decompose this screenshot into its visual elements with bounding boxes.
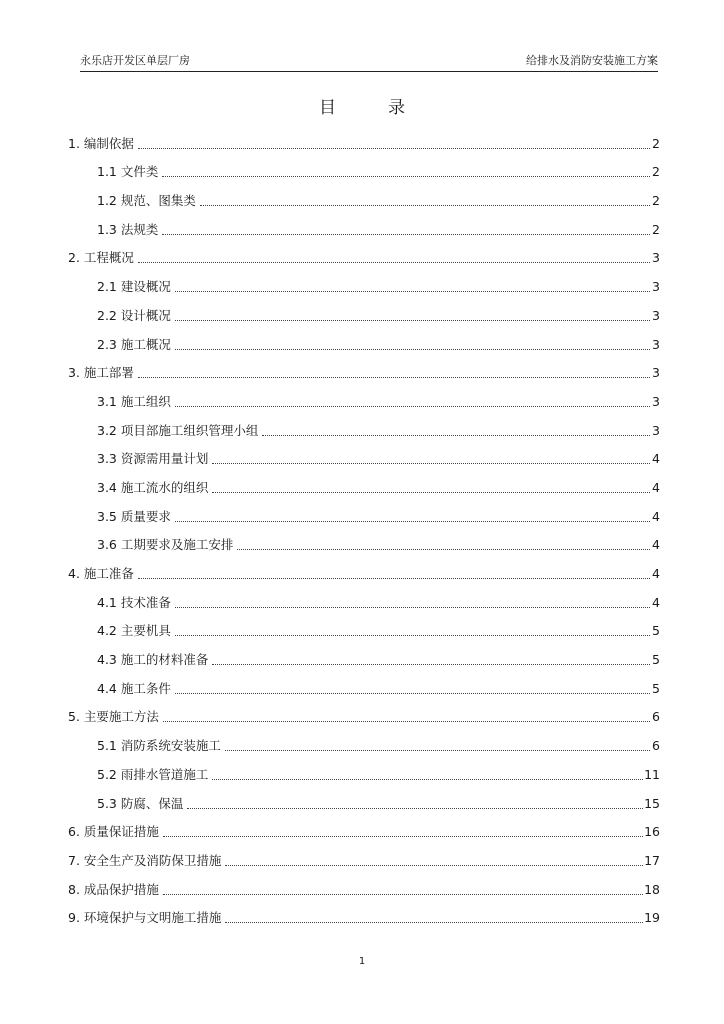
toc-entry-page: 19: [644, 910, 660, 926]
toc-entry-label: 5.1 消防系统安装施工: [97, 738, 221, 754]
toc-entry-label: 5.2 雨排水管道施工: [97, 766, 209, 782]
toc-leader-dots: [200, 205, 650, 206]
toc-leader-dots: [225, 922, 643, 923]
toc-entry-page: 2: [652, 193, 660, 209]
toc-entry-label: 2.2 设计概况: [97, 307, 171, 323]
toc-leader-dots: [162, 176, 650, 177]
toc-title: 目录: [319, 98, 457, 118]
toc-entry[interactable]: [68, 730, 660, 759]
toc-entry[interactable]: [68, 644, 660, 673]
toc-entry-label: 4.3 施工的材料准备: [97, 652, 209, 668]
toc-entry-label: 3.4 施工流水的组织: [97, 479, 209, 495]
header-document-title: 给排水及消防安装施工方案: [526, 54, 658, 67]
toc-leader-dots: [212, 664, 650, 665]
toc-leader-dots: [138, 377, 650, 378]
toc-entry[interactable]: [68, 788, 660, 817]
toc-entry-label: 4. 施工准备: [68, 566, 134, 581]
toc-entry-page: 3: [652, 422, 660, 438]
toc-entry[interactable]: [68, 587, 660, 616]
toc-leader-dots: [138, 578, 650, 579]
toc-leader-dots: [262, 435, 650, 436]
toc-entry-page: 4: [652, 594, 660, 610]
toc-entry-label: 4.4 施工条件: [97, 680, 171, 696]
toc-entry[interactable]: [68, 759, 660, 788]
toc-leader-dots: [175, 693, 650, 694]
toc-entry-label: 3.2 项目部施工组织管理小组: [97, 422, 259, 438]
toc-entry-page: 5: [652, 680, 660, 696]
toc-entry[interactable]: [68, 903, 660, 932]
toc-leader-dots: [187, 808, 643, 809]
toc-entry-label: 1.2 规范、图集类: [97, 193, 196, 209]
page-header: [80, 52, 658, 72]
toc-entry[interactable]: [68, 214, 660, 243]
toc-entry-page: 5: [652, 623, 660, 639]
toc-leader-dots: [163, 721, 650, 722]
table-of-contents: [68, 128, 660, 931]
toc-entry-page: 3: [652, 279, 660, 295]
toc-entry[interactable]: [68, 444, 660, 473]
toc-entry-page: 16: [644, 824, 660, 840]
toc-entry-label: 4.2 主要机具: [97, 623, 171, 639]
toc-entry[interactable]: [68, 386, 660, 415]
toc-leader-dots: [138, 262, 650, 263]
toc-entry-label: 6. 质量保证措施: [68, 824, 159, 840]
toc-entry[interactable]: [68, 501, 660, 530]
toc-leader-dots: [175, 521, 650, 522]
toc-entry[interactable]: [68, 874, 660, 903]
toc-entry-label: 5. 主要施工方法: [68, 709, 159, 725]
toc-entry[interactable]: [68, 415, 660, 444]
toc-entry[interactable]: [68, 157, 660, 186]
toc-leader-dots: [163, 894, 643, 895]
toc-entry-label: 3.3 资源需用量计划: [97, 451, 209, 467]
toc-entry[interactable]: [68, 817, 660, 846]
toc-entry-page: 3: [652, 393, 660, 409]
toc-entry-label: 8. 成品保护措施: [68, 881, 159, 897]
toc-entry-page: 2: [652, 164, 660, 180]
toc-leader-dots: [225, 865, 643, 866]
toc-leader-dots: [175, 291, 650, 292]
toc-leader-dots: [175, 349, 650, 350]
toc-leader-dots: [212, 492, 650, 493]
toc-entry-label: 1.3 法规类: [97, 221, 159, 237]
toc-entry-label: 2.3 施工概况: [97, 336, 171, 352]
header-project-name: 永乐店开发区单层厂房: [80, 54, 190, 67]
toc-entry[interactable]: [68, 128, 660, 157]
toc-entry-label: 4.1 技术准备: [97, 594, 171, 610]
toc-entry-page: 4: [652, 566, 660, 581]
toc-entry[interactable]: [68, 271, 660, 300]
toc-leader-dots: [175, 635, 650, 636]
toc-leader-dots: [162, 234, 650, 235]
page-number: 1: [358, 956, 366, 967]
toc-leader-dots: [212, 463, 650, 464]
toc-entry[interactable]: [68, 185, 660, 214]
toc-entry-page: 3: [652, 307, 660, 323]
toc-leader-dots: [225, 750, 650, 751]
toc-entry-label: 2.1 建设概况: [97, 279, 171, 295]
toc-entry-page: 2: [652, 135, 660, 151]
toc-entry-page: 4: [652, 479, 660, 495]
toc-entry[interactable]: [68, 530, 660, 559]
toc-entry-page: 6: [652, 709, 660, 725]
toc-entry-page: 2: [652, 221, 660, 237]
toc-entry-page: 4: [652, 508, 660, 524]
toc-entry-page: 4: [652, 451, 660, 467]
toc-entry-label: 3.1 施工组织: [97, 393, 171, 409]
toc-entry-page: 5: [652, 652, 660, 668]
toc-entry[interactable]: [68, 558, 660, 587]
toc-entry-page: 15: [644, 795, 660, 811]
toc-entry-page: 3: [652, 365, 660, 381]
toc-leader-dots: [175, 406, 650, 407]
toc-entry-label: 7. 安全生产及消防保卫措施: [68, 852, 222, 868]
toc-entry[interactable]: [68, 616, 660, 645]
toc-entry-label: 9. 环境保护与文明施工措施: [68, 910, 222, 926]
toc-entry-page: 6: [652, 738, 660, 754]
toc-entry-label: 5.3 防腐、保温: [97, 795, 184, 811]
toc-entry-label: 1. 编制依据: [68, 135, 134, 151]
toc-entry-page: 3: [652, 250, 660, 266]
toc-entry-page: 18: [644, 881, 660, 897]
toc-leader-dots: [175, 320, 650, 321]
toc-entry-label: 3.5 质量要求: [97, 508, 171, 524]
toc-entry[interactable]: [68, 329, 660, 358]
toc-entry[interactable]: [68, 300, 660, 329]
toc-entry-label: 1.1 文件类: [97, 164, 159, 180]
toc-leader-dots: [163, 836, 643, 837]
toc-entry[interactable]: [68, 358, 660, 387]
toc-entry[interactable]: [68, 472, 660, 501]
toc-leader-dots: [138, 148, 650, 149]
toc-leader-dots: [212, 779, 643, 780]
toc-entry[interactable]: [68, 243, 660, 272]
toc-entry-page: 3: [652, 336, 660, 352]
toc-entry-label: 3.6 工期要求及施工安排: [97, 537, 234, 553]
toc-entry-label: 2. 工程概况: [68, 250, 134, 266]
toc-entry[interactable]: [68, 845, 660, 874]
toc-entry[interactable]: [68, 673, 660, 702]
toc-entry-label: 3. 施工部署: [68, 365, 134, 381]
toc-leader-dots: [237, 549, 650, 550]
toc-entry-page: 4: [652, 537, 660, 553]
toc-entry-page: 17: [644, 852, 660, 868]
toc-entry[interactable]: [68, 702, 660, 731]
toc-entry-page: 11: [644, 766, 660, 782]
toc-leader-dots: [175, 607, 650, 608]
